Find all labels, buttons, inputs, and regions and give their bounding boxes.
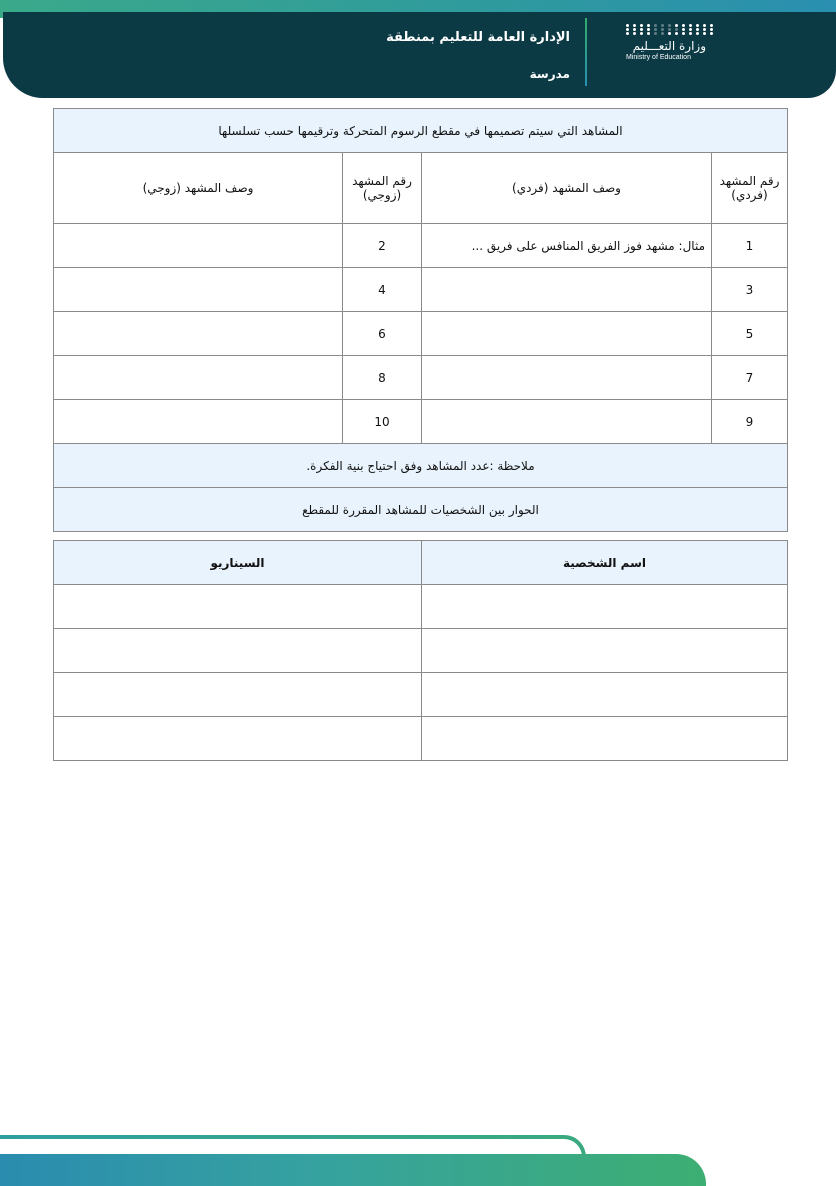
col-scenario: السيناريو	[54, 541, 422, 585]
scene-row	[54, 356, 788, 400]
character-name-cell[interactable]	[422, 673, 788, 717]
scene-odd-description[interactable]	[422, 268, 712, 312]
scene-odd-description[interactable]	[422, 400, 712, 444]
col-character-name: اسم الشخصية	[422, 541, 788, 585]
footer-line	[0, 1135, 560, 1139]
scenario-cell[interactable]	[54, 717, 422, 761]
scene-odd-description[interactable]	[422, 312, 712, 356]
character-name-cell[interactable]	[422, 629, 788, 673]
scene-row	[54, 312, 788, 356]
logo-arabic-text: وزارة التعـــليم	[632, 39, 706, 53]
scenes-table	[53, 108, 788, 532]
character-name-cell[interactable]	[422, 585, 788, 629]
scene-even-description[interactable]	[54, 312, 343, 356]
scenes-title: المشاهد التي سيتم تصميمها في مقطع الرسوم المتحركة وترقيمها حسب تسلسلها	[54, 109, 788, 153]
scene-odd-number: 7	[712, 356, 788, 400]
scenes-note: ملاحظة :عدد المشاهد وفق احتياج بنية الفكرة.	[54, 444, 788, 488]
scene-odd-description[interactable]	[422, 356, 712, 400]
dialog-title: الحوار بين الشخصيات للمشاهد المقررة للمقطع	[54, 488, 788, 532]
ministry-logo	[626, 24, 706, 86]
scene-odd-description[interactable]: مثال: مشهد فوز الفريق المنافس على فريق ...	[422, 224, 712, 268]
character-name-cell[interactable]	[422, 717, 788, 761]
header-divider	[585, 18, 587, 86]
school-label: مدرسة	[529, 67, 570, 81]
scenario-cell[interactable]	[54, 629, 422, 673]
scene-even-description[interactable]	[54, 268, 343, 312]
dialog-row	[54, 585, 788, 629]
scene-even-description[interactable]	[54, 224, 343, 268]
scene-row	[54, 268, 788, 312]
scene-odd-number: 5	[712, 312, 788, 356]
dialog-row	[54, 717, 788, 761]
scene-even-number: 8	[343, 356, 422, 400]
scene-odd-number: 3	[712, 268, 788, 312]
footer-bar	[0, 1154, 706, 1186]
scene-even-number: 2	[343, 224, 422, 268]
col-even-number: رقم المشهد (زوجي)	[343, 153, 422, 224]
scenario-cell[interactable]	[54, 585, 422, 629]
logo-english-text: Ministry of Education	[626, 54, 691, 61]
directorate-title: الإدارة العامة للتعليم بمنطقة	[386, 30, 570, 45]
dialog-table	[53, 540, 788, 761]
col-odd-number: رقم المشهد (فردي)	[712, 153, 788, 224]
scene-odd-number: 9	[712, 400, 788, 444]
scene-even-number: 4	[343, 268, 422, 312]
scene-even-number: 6	[343, 312, 422, 356]
col-even-description: وصف المشهد (زوجي)	[54, 153, 343, 224]
scene-row	[54, 224, 788, 268]
dialog-row	[54, 673, 788, 717]
dialog-row	[54, 629, 788, 673]
logo-dots-icon	[626, 24, 706, 35]
scene-row	[54, 400, 788, 444]
col-odd-description: وصف المشهد (فردي)	[422, 153, 712, 224]
scene-even-description[interactable]	[54, 356, 343, 400]
scenario-cell[interactable]	[54, 673, 422, 717]
scene-odd-number: 1	[712, 224, 788, 268]
scene-even-description[interactable]	[54, 400, 343, 444]
scene-even-number: 10	[343, 400, 422, 444]
